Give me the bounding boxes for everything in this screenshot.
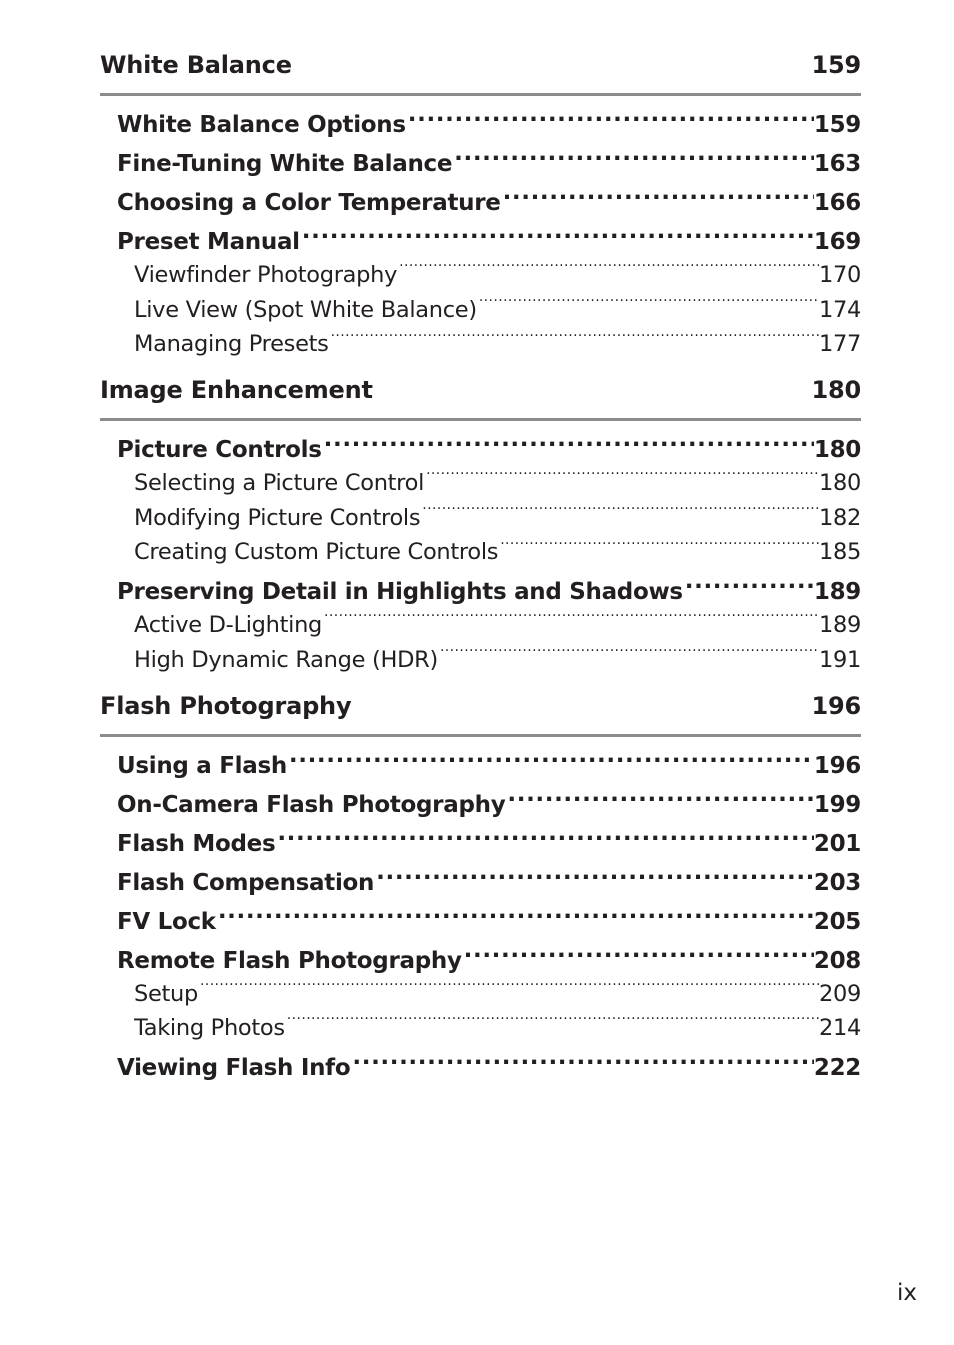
section-heading[interactable] — [100, 690, 861, 723]
toc-section — [100, 690, 861, 1088]
entry-title: Viewing Flash Info — [117, 1054, 351, 1081]
entry-title: Modifying Picture Controls — [134, 504, 421, 531]
dot-leader — [374, 867, 814, 890]
entry-title: Flash Compensation — [117, 869, 375, 896]
toc-entry[interactable] — [117, 184, 861, 223]
dot-leader — [285, 1013, 819, 1036]
entry-page: 201 — [813, 830, 861, 857]
toc-entry[interactable] — [117, 573, 861, 612]
toc-subentry[interactable] — [134, 643, 861, 678]
entry-page: 203 — [813, 869, 861, 896]
toc-entry[interactable] — [117, 1049, 861, 1088]
dot-leader — [505, 789, 813, 812]
dot-leader — [350, 1052, 813, 1075]
dot-leader — [438, 644, 819, 667]
entry-page: 191 — [818, 646, 861, 673]
entry-title: Taking Photos — [134, 1015, 285, 1042]
dot-leader — [216, 906, 814, 929]
section-title: Flash Photography — [100, 691, 352, 720]
toc-entry[interactable] — [117, 431, 861, 470]
entry-page: 199 — [813, 791, 861, 818]
dot-leader — [322, 434, 814, 457]
entry-title: Fine-Tuning White Balance — [117, 151, 453, 177]
dot-leader — [275, 828, 814, 851]
page-number: ix — [896, 1280, 917, 1306]
entry-page: 163 — [813, 151, 861, 177]
entry-title: Live View (Spot White Balance) — [134, 296, 477, 323]
section-heading[interactable] — [100, 49, 861, 82]
toc-subentry[interactable] — [134, 501, 861, 536]
entry-title: Picture Controls — [117, 437, 322, 464]
entry-title: Flash Modes — [117, 830, 276, 857]
toc-entry[interactable] — [117, 942, 861, 981]
entry-page: 182 — [818, 504, 861, 531]
section-heading[interactable] — [100, 374, 861, 407]
entry-page: 209 — [818, 980, 861, 1007]
section-divider — [100, 734, 861, 737]
section-page: 180 — [811, 376, 861, 405]
section-title: White Balance — [100, 51, 292, 79]
section-title: Image Enhancement — [100, 376, 373, 405]
dot-leader — [300, 226, 814, 249]
entry-title: Remote Flash Photography — [117, 947, 462, 974]
toc-entry[interactable] — [117, 145, 861, 184]
entry-title: Choosing a Color Temperature — [117, 190, 501, 216]
entry-page: 166 — [813, 190, 861, 216]
toc-subentry[interactable] — [134, 977, 861, 1012]
dot-leader — [462, 945, 814, 968]
section-divider — [100, 418, 861, 421]
dot-leader — [501, 187, 814, 210]
toc-section — [100, 374, 861, 677]
toc-subentry[interactable] — [134, 608, 861, 643]
dot-leader — [397, 260, 819, 283]
entry-title: Preset Manual — [117, 229, 300, 255]
entry-page: 169 — [813, 229, 861, 255]
dot-leader — [329, 329, 819, 352]
toc-subentry[interactable] — [134, 327, 861, 362]
entry-title: Managing Presets — [134, 331, 329, 358]
toc-entry[interactable] — [117, 864, 861, 903]
toc-entry[interactable] — [117, 786, 861, 825]
toc-section — [100, 49, 861, 362]
dot-leader — [424, 468, 819, 491]
entry-title: White Balance Options — [117, 112, 406, 138]
entry-title: Active D-Lighting — [134, 612, 323, 639]
dot-leader — [452, 148, 814, 171]
toc-subentry[interactable] — [134, 466, 861, 501]
entry-page: 185 — [818, 539, 861, 566]
toc-subentry[interactable] — [134, 535, 861, 570]
toc-entry[interactable] — [117, 747, 861, 786]
entry-page: 177 — [818, 331, 861, 358]
toc-entry[interactable] — [117, 106, 861, 145]
entry-title: Viewfinder Photography — [134, 262, 398, 288]
dot-leader — [420, 502, 819, 525]
entry-title: On-Camera Flash Photography — [117, 791, 506, 818]
entry-page: 222 — [813, 1054, 861, 1081]
entry-title: Using a Flash — [117, 752, 287, 779]
table-of-contents — [100, 49, 861, 1088]
entry-page: 214 — [818, 1015, 861, 1042]
entry-page: 205 — [813, 908, 861, 935]
entry-title: Selecting a Picture Control — [134, 470, 425, 497]
toc-subentry[interactable] — [134, 258, 861, 293]
entry-page: 189 — [818, 612, 861, 639]
dot-leader — [287, 750, 814, 773]
entry-page: 159 — [813, 112, 861, 138]
entry-page: 174 — [818, 296, 861, 323]
entry-title: Creating Custom Picture Controls — [134, 539, 499, 566]
entry-title: Setup — [134, 980, 198, 1007]
entry-title: Preserving Detail in Highlights and Shadows — [117, 579, 683, 606]
section-page: 196 — [811, 691, 861, 720]
entry-page: 189 — [813, 579, 861, 606]
toc-entry[interactable] — [117, 903, 861, 942]
entry-title: High Dynamic Range (HDR) — [134, 646, 438, 673]
toc-subentry[interactable] — [134, 1011, 861, 1046]
entry-page: 180 — [813, 437, 861, 464]
entry-page: 180 — [818, 470, 861, 497]
dot-leader — [322, 610, 819, 633]
toc-subentry[interactable] — [134, 293, 861, 328]
entry-title: FV Lock — [117, 908, 216, 935]
toc-entry[interactable] — [117, 825, 861, 864]
section-page: 159 — [811, 51, 861, 79]
dot-leader — [683, 576, 814, 599]
entry-page: 196 — [813, 752, 861, 779]
dot-leader — [198, 978, 819, 1001]
toc-entry[interactable] — [117, 223, 861, 262]
dot-leader — [498, 537, 819, 560]
dot-leader — [406, 109, 814, 132]
entry-page: 208 — [813, 947, 861, 974]
section-divider — [100, 93, 861, 96]
dot-leader — [477, 294, 819, 317]
entry-page: 170 — [818, 262, 861, 288]
